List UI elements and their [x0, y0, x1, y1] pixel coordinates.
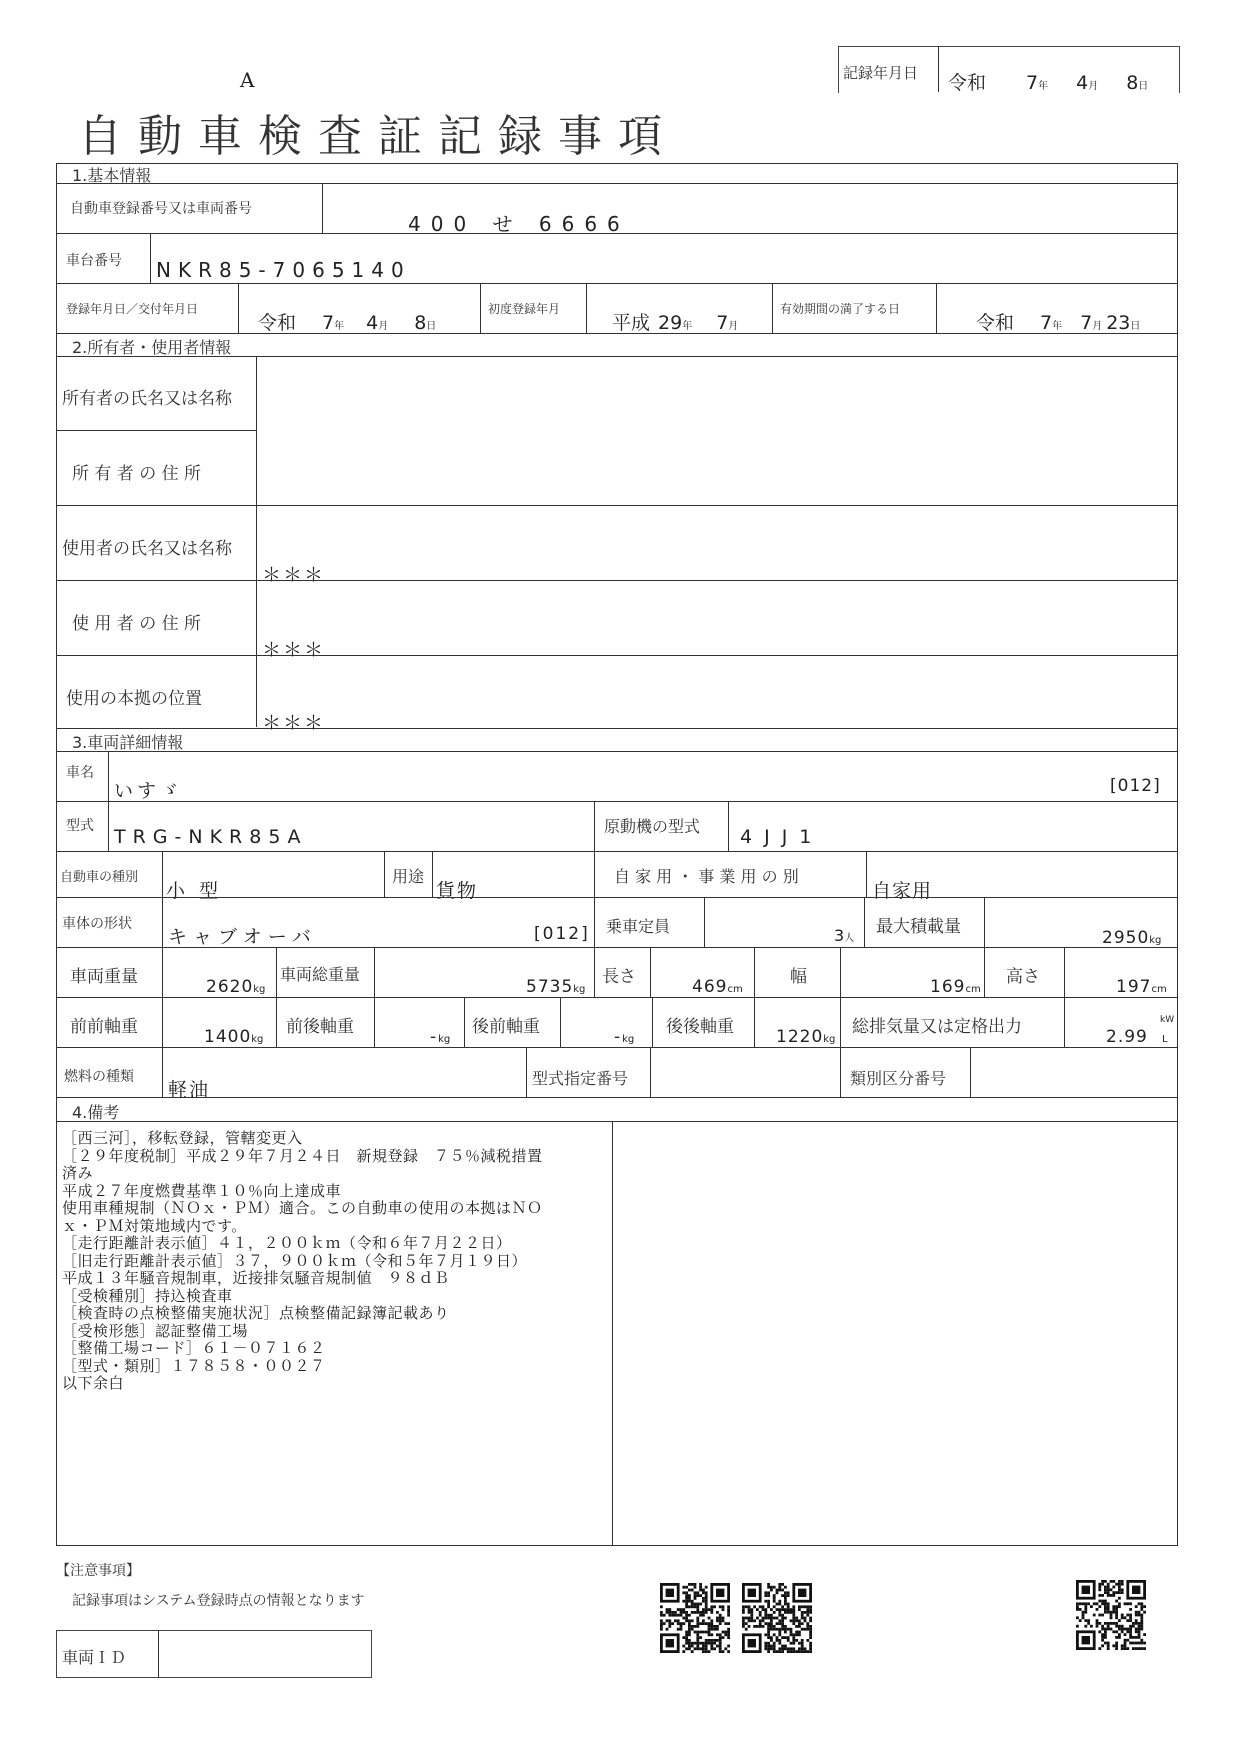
- displacement-unit-l: L: [1162, 1034, 1168, 1045]
- notice-text: 記録事項はシステム登録時点の情報となります: [72, 1593, 365, 1609]
- max-load-value: 2950kg: [1102, 928, 1162, 948]
- remarks-line: ［整備工場コード］６１－０７１６２: [62, 1339, 326, 1357]
- remarks-line: ［２９年度税制］平成２９年７月２４日 新規登録 ７５％減税措置: [62, 1146, 543, 1165]
- chassis-number-value: NKR85-7065140: [156, 258, 411, 282]
- max-load-label: 最大積載量: [876, 917, 961, 937]
- base-location-label: 使用の本拠の位置: [66, 689, 202, 709]
- user-address-label: 使 用 者 の 住 所: [72, 614, 202, 634]
- page-marker: A: [240, 68, 255, 92]
- vehicle-weight-label: 車両重量: [70, 967, 138, 987]
- registration-date-label: 登録年月日／交付年月日: [66, 302, 199, 316]
- qr-code-2: [742, 1583, 812, 1653]
- remarks-line: 済み: [62, 1164, 94, 1182]
- displacement-value: 2.99: [1106, 1027, 1148, 1047]
- body-shape-value: キャブオーバ: [168, 926, 317, 948]
- remarks-line: 平成２７年度燃費基準１０％向上達成車: [62, 1181, 342, 1200]
- fuel-type-label: 燃料の種類: [64, 1069, 134, 1085]
- height-label: 高さ: [1006, 967, 1040, 987]
- document-title: 自動車検査証記録事項: [78, 111, 678, 162]
- engine-model-value: 4JJ1: [740, 826, 824, 848]
- use-value: 貨物: [436, 880, 479, 902]
- engine-model-label: 原動機の型式: [604, 817, 701, 836]
- vehicle-kind-label: 自動車の種別: [60, 870, 139, 885]
- section-vehicle-heading: 3.車両詳細情報: [72, 733, 184, 752]
- section-basic-heading: 1.基本情報: [72, 166, 152, 185]
- record-date-label: 記録年月日: [843, 64, 919, 82]
- front-front-axle-value: 1400kg: [204, 1027, 264, 1047]
- owner-name-label: 所有者の氏名又は名称: [62, 389, 232, 409]
- first-registration-label: 初度登録年月: [488, 302, 561, 316]
- model-value: TRG-NKR85A: [114, 826, 308, 848]
- classification-label: 類別区分番号: [850, 1069, 947, 1088]
- notice-label: 【注意事項】: [56, 1563, 140, 1579]
- remarks-line: ［受検形態］認証整備工場: [62, 1321, 249, 1340]
- qr-code-3: [1076, 1580, 1146, 1650]
- registration-number-value: 400 せ 6666: [408, 212, 630, 236]
- user-address-value: ＊＊＊: [262, 639, 326, 661]
- fuel-type-value: 軽油: [168, 1079, 211, 1101]
- section-remarks-heading: 4.備考: [72, 1103, 120, 1122]
- record-date-value: 令和 7年 4月 8日: [948, 72, 1149, 94]
- type-certification-label: 型式指定番号: [532, 1069, 629, 1088]
- section-owner-heading: 2.所有者・使用者情報: [72, 338, 232, 357]
- vehicle-weight-value: 2620kg: [206, 977, 266, 997]
- model-label: 型式: [66, 818, 94, 834]
- remarks-line: 使用車種規制（ＮＯｘ・ＰＭ）適合。この自動車の使用の本拠はＮＯ: [62, 1199, 543, 1217]
- capacity-value: 3人: [834, 926, 855, 945]
- gross-weight-label: 車両総重量: [280, 965, 361, 984]
- gross-weight-value: 5735kg: [526, 977, 586, 997]
- length-value: 469cm: [692, 977, 743, 997]
- private-business-label: 自 家 用 ・ 事 業 用 の 別: [614, 867, 799, 886]
- capacity-label: 乗車定員: [606, 917, 671, 936]
- rear-rear-axle-value: 1220kg: [776, 1027, 836, 1047]
- rear-front-axle-value: -kg: [614, 1027, 635, 1047]
- body-shape-code: [012]: [534, 924, 590, 944]
- remarks-line: ｘ・ＰＭ対策地域内です。: [62, 1216, 247, 1235]
- remarks-line: 平成１３年騒音規制車，近接排気騒音規制値 ９８ｄＢ: [62, 1269, 450, 1287]
- vehicle-kind-value: 小 型: [166, 880, 223, 902]
- vehicle-make-label: 車名: [66, 765, 94, 781]
- private-business-value: 自家用: [872, 880, 933, 902]
- front-rear-axle-value: -kg: [430, 1027, 451, 1047]
- remarks-text: [62, 1130, 543, 1393]
- qr-code-1: [660, 1583, 730, 1653]
- registration-date-value: 令和 7年 4月 8日: [258, 312, 437, 334]
- rear-front-axle-label: 後前軸重: [472, 1017, 540, 1037]
- length-label: 長さ: [602, 967, 636, 987]
- vehicle-make-code: [012]: [1110, 776, 1161, 796]
- expiry-date-label: 有効期間の満了する日: [780, 302, 901, 316]
- displacement-unit-kw: kW: [1160, 1015, 1175, 1025]
- vehicle-make-value: いすゞ: [114, 780, 184, 802]
- remarks-line: 以下余白: [62, 1374, 125, 1392]
- remarks-line: ［受検種別］持込検査車: [62, 1286, 233, 1305]
- remarks-line: ［検査時の点検整備実施状況］点検整備記録簿記載あり: [62, 1304, 450, 1322]
- user-name-label: 使用者の氏名又は名称: [62, 539, 232, 559]
- expiry-date-value: 令和 7年 7月 23日: [976, 312, 1141, 334]
- height-value: 197cm: [1116, 977, 1167, 997]
- front-front-axle-label: 前前軸重: [70, 1017, 138, 1037]
- owner-address-label: 所 有 者 の 住 所: [72, 464, 202, 484]
- remarks-line: ［型式・類別］１７８５８・００２７: [62, 1356, 326, 1375]
- registration-number-label: 自動車登録番号又は車両番号: [70, 201, 252, 217]
- remarks-line: ［旧走行距離計表示値］３７，９００ｋｍ（令和５年７月１９日）: [62, 1251, 528, 1270]
- front-rear-axle-label: 前後軸重: [286, 1017, 354, 1037]
- base-location-value: ＊＊＊: [262, 712, 326, 734]
- rear-rear-axle-label: 後後軸重: [666, 1017, 734, 1037]
- width-label: 幅: [790, 967, 807, 987]
- user-name-value: ＊＊＊: [262, 564, 326, 586]
- displacement-label: 総排気量又は定格出力: [852, 1017, 1022, 1037]
- vehicle-id-label: 車両ＩＤ: [62, 1648, 127, 1667]
- remarks-line: ［走行距離計表示値］４１，２００ｋｍ（令和６年７月２２日）: [62, 1234, 512, 1252]
- width-value: 169cm: [930, 977, 981, 997]
- remarks-line: ［西三河］，移転登録，管轄変更入: [62, 1129, 303, 1147]
- body-shape-label: 車体の形状: [62, 916, 132, 932]
- use-label: 用途: [392, 867, 425, 886]
- chassis-number-label: 車台番号: [66, 253, 122, 269]
- first-registration-value: 平成 29年 7月: [612, 312, 739, 334]
